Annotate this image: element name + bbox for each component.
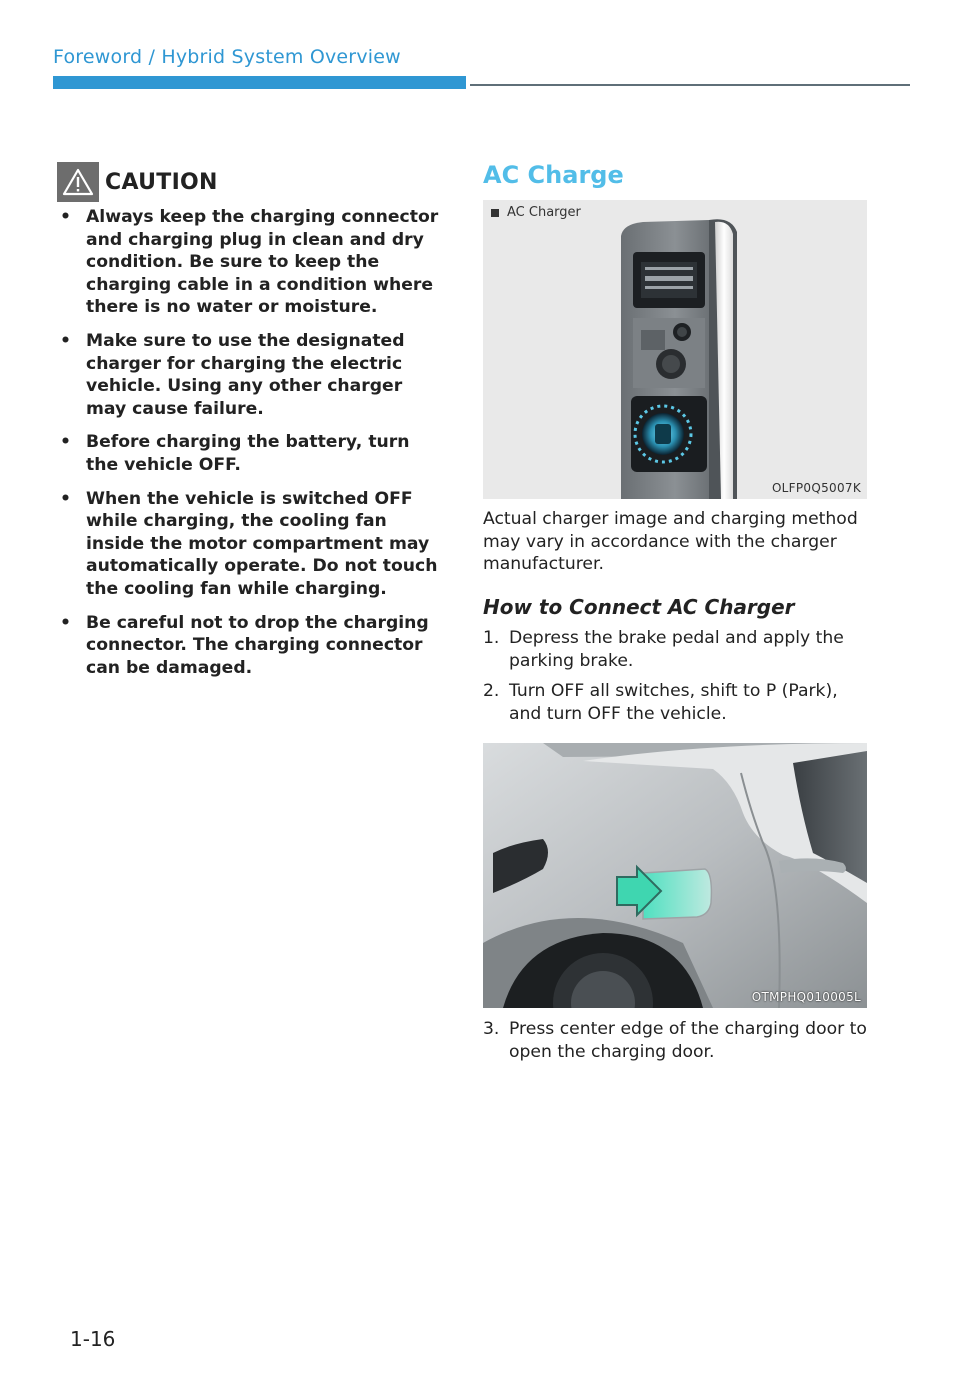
- step-text: Depress the brake pedal and apply the parking brake.: [509, 628, 844, 671]
- step-item: [483, 1018, 873, 1063]
- header-rule: [470, 84, 910, 86]
- caution-item: • When the vehicle is switched OFF while charging, the cooling fan inside the motor compartment may automatically operate. Do not touch the cooling fan while charging.: [60, 488, 438, 599]
- section-title: AC Charge: [483, 161, 624, 189]
- step-item: [483, 680, 873, 725]
- step-item: [483, 627, 873, 672]
- caution-item: • Before charging the battery, turn the vehicle OFF.: [60, 432, 410, 475]
- step-number: 1.: [483, 628, 500, 648]
- bullet: •: [60, 612, 71, 633]
- warning-triangle-icon: [57, 162, 99, 202]
- ac-charger-illustration: [483, 200, 867, 499]
- caution-item: • Make sure to use the designated charger for charging the electric vehicle. Using any other charger may cause failure.: [60, 330, 405, 419]
- subsection-title: How to Connect AC Charger: [483, 595, 795, 619]
- square-bullet-icon: [491, 209, 499, 217]
- figure-caption: AC Charger: [491, 205, 581, 220]
- caution-label: CAUTION: [105, 169, 218, 195]
- caution-item: • Always keep the charging connector and charging plug in clean and dry condition. Be sure to keep the charging cable in a condition where there is no water or moisture.: [60, 207, 439, 318]
- step-number: 3.: [483, 1019, 500, 1039]
- bullet: •: [60, 432, 71, 453]
- caution-heading: [57, 162, 218, 202]
- bullet: •: [60, 207, 71, 227]
- bullet: •: [60, 488, 71, 509]
- figure-code: OTMPHQ010005L: [751, 990, 861, 1004]
- step-text: Turn OFF all switches, shift to P (Park), and turn OFF the vehicle.: [509, 681, 838, 724]
- charger-note: Actual charger image and charging method may vary in accordance with the charger manufacturer.: [483, 509, 858, 575]
- header-title: Foreword / Hybrid System Overview: [53, 46, 401, 68]
- bullet: •: [60, 330, 71, 351]
- charging-door-figure: [483, 743, 867, 1008]
- ac-charger-figure: [483, 200, 867, 499]
- header-accent-bar: [53, 76, 466, 89]
- step-number: 2.: [483, 681, 500, 701]
- step-text: Press center edge of the charging door to open the charging door.: [509, 1019, 867, 1062]
- figure-code: OLFP0Q5007K: [771, 481, 861, 495]
- vehicle-charging-door-illustration: [483, 743, 867, 1008]
- page-number: 1-16: [70, 1327, 116, 1351]
- caution-list: [60, 206, 445, 690]
- caution-item: • Be careful not to drop the charging connector. The charging connector can be damaged.: [60, 612, 429, 678]
